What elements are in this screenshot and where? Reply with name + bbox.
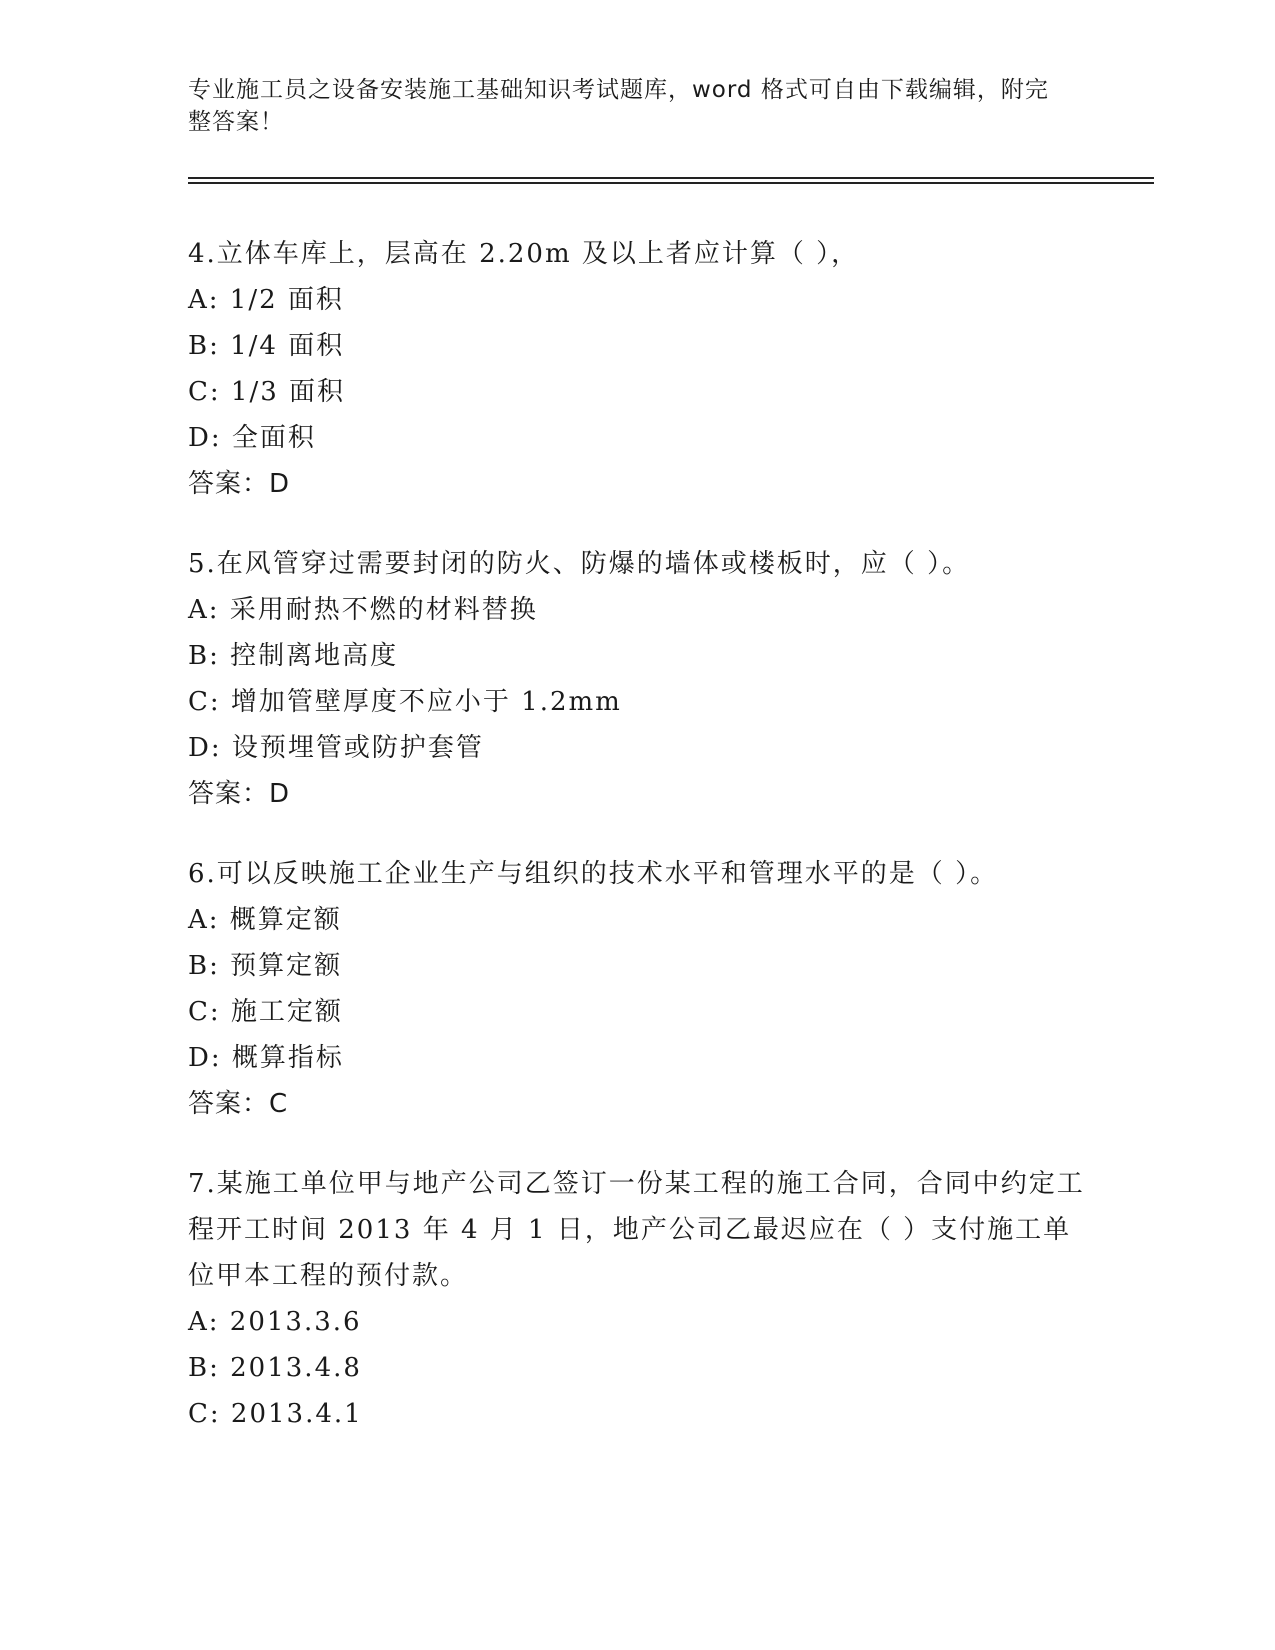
question-list	[188, 231, 1088, 1471]
question-4	[188, 231, 1088, 507]
option-a: A: 2013.3.6	[188, 1307, 362, 1337]
option-b: B: 控制离地高度	[188, 641, 399, 671]
option-b: B: 1/4 面积	[188, 331, 345, 361]
option-c: C: 1/3 面积	[188, 377, 346, 407]
option-a: A: 采用耐热不燃的材料替换	[188, 595, 538, 625]
question-6	[188, 851, 1088, 1127]
option-b: B: 预算定额	[188, 951, 343, 981]
answer-line: 答案：D	[188, 779, 291, 809]
answer-line: 答案：C	[188, 1089, 289, 1119]
header-divider-top	[188, 177, 1154, 179]
option-c: C: 2013.4.1	[188, 1399, 363, 1429]
question-stem: 6.可以反映施工企业生产与组织的技术水平和管理水平的是（ ）。	[188, 859, 999, 889]
question-stem: 7.某施工单位甲与地产公司乙签订一份某工程的施工合同，合同中约定工程开工时间 2013 年 4 月 1 日，地产公司乙最迟应在（ ）支付施工单位甲本工程的预付款。	[188, 1169, 1085, 1291]
answer-line: 答案：D	[188, 469, 291, 499]
question-5	[188, 541, 1088, 817]
option-b: B: 2013.4.8	[188, 1353, 362, 1383]
question-stem: 4.立体车库上，层高在 2.20m 及以上者应计算（ ），	[188, 239, 860, 269]
document-header: 专业施工员之设备安装施工基础知识考试题库，word 格式可自由下载编辑，附完整答案！	[188, 77, 1049, 135]
question-7	[188, 1161, 1088, 1437]
option-d: D: 全面积	[188, 423, 316, 453]
header-divider-bottom	[188, 182, 1154, 184]
option-d: D: 设预埋管或防护套管	[188, 733, 484, 763]
option-d: D: 概算指标	[188, 1043, 344, 1073]
option-c: C: 施工定额	[188, 997, 343, 1027]
option-a: A: 1/2 面积	[188, 285, 344, 315]
option-c: C: 增加管壁厚度不应小于 1.2mm	[188, 687, 622, 717]
question-stem: 5.在风管穿过需要封闭的防火、防爆的墙体或楼板时，应（ ）。	[188, 549, 971, 579]
option-a: A: 概算定额	[188, 905, 342, 935]
